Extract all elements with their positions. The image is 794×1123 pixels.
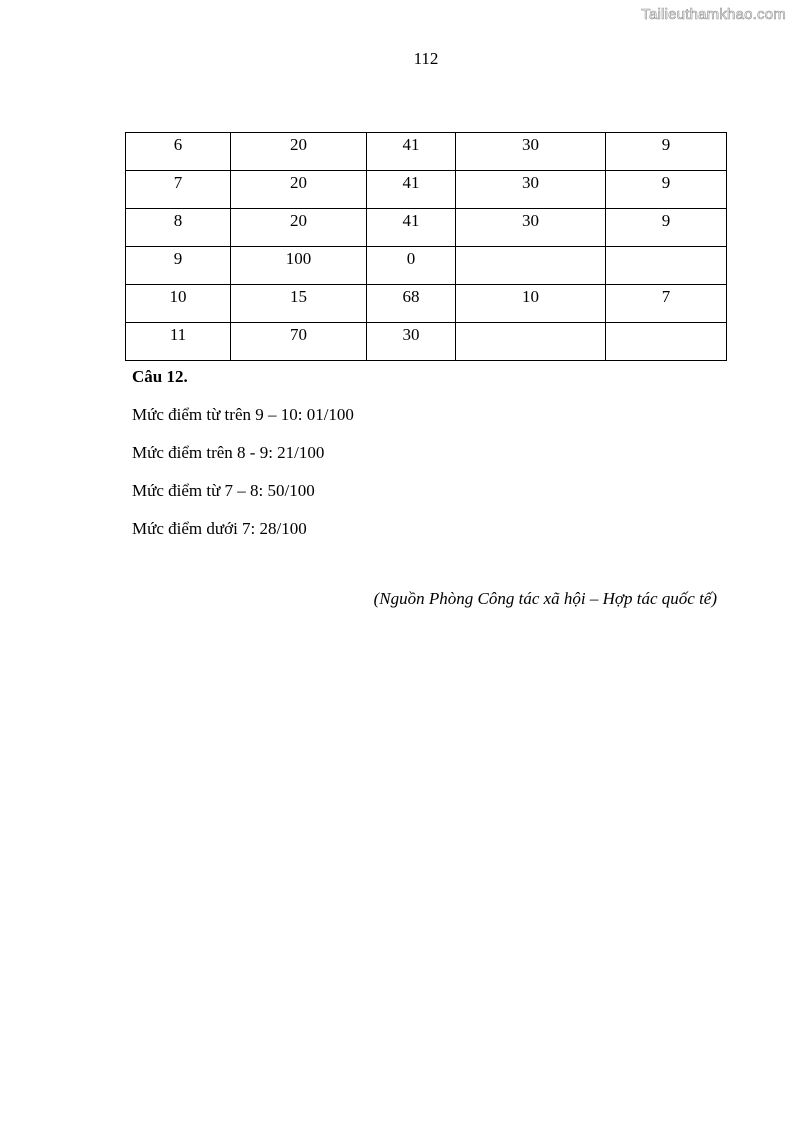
table-cell: 100 (231, 247, 367, 285)
score-line: Mức điểm trên 8 - 9: 21/100 (132, 443, 325, 462)
table-cell: 0 (367, 247, 456, 285)
table-cell: 30 (456, 133, 606, 171)
table-cell: 41 (367, 171, 456, 209)
question-heading: Câu 12. (132, 367, 188, 386)
table-cell: 20 (231, 171, 367, 209)
table-cell: 68 (367, 285, 456, 323)
table-cell: 9 (606, 209, 727, 247)
table-cell: 9 (606, 133, 727, 171)
table-cell: 7 (606, 285, 727, 323)
table-cell (456, 323, 606, 361)
table-cell: 30 (367, 323, 456, 361)
table-cell: 20 (231, 209, 367, 247)
table-cell: 20 (231, 133, 367, 171)
table-cell: 7 (126, 171, 231, 209)
table-cell: 9 (126, 247, 231, 285)
source-note: (Nguồn Phòng Công tác xã hội – Hợp tác quốc tế) (373, 589, 717, 608)
table-row (126, 285, 727, 323)
table-cell: 70 (231, 323, 367, 361)
table-cell: 41 (367, 209, 456, 247)
table-cell (606, 323, 727, 361)
table-row (126, 133, 727, 171)
table-cell: 10 (456, 285, 606, 323)
table-row (126, 323, 727, 361)
table-cell: 30 (456, 171, 606, 209)
table-cell: 15 (231, 285, 367, 323)
table-cell: 8 (126, 209, 231, 247)
table-cell: 11 (126, 323, 231, 361)
data-table (125, 132, 727, 361)
score-line: Mức điểm từ 7 – 8: 50/100 (132, 481, 315, 500)
table-cell: 9 (606, 171, 727, 209)
table-row (126, 171, 727, 209)
table-cell: 6 (126, 133, 231, 171)
table-cell: 10 (126, 285, 231, 323)
table-cell (456, 247, 606, 285)
table-cell (606, 247, 727, 285)
table-cell: 41 (367, 133, 456, 171)
table-cell: 30 (456, 209, 606, 247)
table-row (126, 247, 727, 285)
page-number: 112 (413, 49, 439, 68)
table-row (126, 209, 727, 247)
watermark: Tailieuthamkhao.com (641, 6, 786, 23)
score-line: Mức điểm dưới 7: 28/100 (132, 519, 307, 538)
score-line: Mức điểm từ trên 9 – 10: 01/100 (132, 405, 354, 424)
